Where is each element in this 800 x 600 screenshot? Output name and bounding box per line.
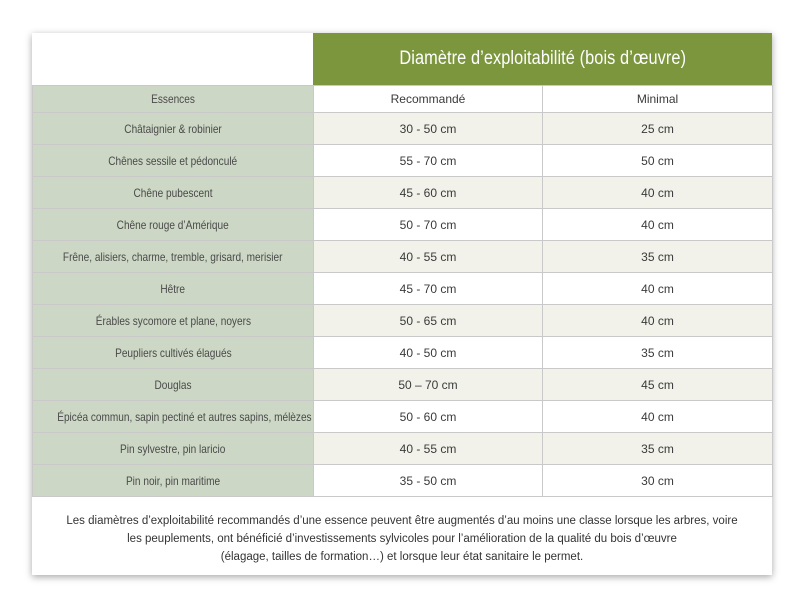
column-header-essences: Essences [33,86,314,113]
recommande-cell: 50 - 65 cm [314,305,543,337]
column-header-recommande: Recommandé [314,86,543,113]
recommande-cell: 45 - 60 cm [314,177,543,209]
column-header-row [33,86,773,113]
minimal-cell: 40 cm [543,177,773,209]
table-row [33,113,773,145]
footnote-line-1: Les diamètres d’exploitabilité recommandés d’une essence peuvent être augmentés d’au moins une classe lorsque les arbres, voire [66,515,738,527]
table-row [33,401,773,433]
essence-cell: Peupliers cultivés élagués [33,337,314,369]
essence-cell: Chêne rouge d’Amérique [33,209,314,241]
minimal-cell: 40 cm [543,273,773,305]
recommande-cell: 55 - 70 cm [314,145,543,177]
diameter-table [32,85,773,497]
table-row [33,433,773,465]
recommande-cell: 40 - 55 cm [314,241,543,273]
essence-cell: Châtaignier & robinier [33,113,314,145]
recommande-cell: 50 – 70 cm [314,369,543,401]
footnote-line-2: les peuplements, ont bénéficié d’investissements sylvicoles pour l’amélioration de la qualité du bois d’œuvre [127,533,677,545]
table-row [33,305,773,337]
header-blank-cell [32,33,313,85]
table-title [313,33,772,85]
recommande-cell: 40 - 55 cm [314,433,543,465]
table-header-row [32,33,772,85]
minimal-cell: 35 cm [543,433,773,465]
essence-cell: Hêtre [33,273,314,305]
footnote [32,504,772,575]
table-row [33,369,773,401]
essence-cell: Épicéa commun, sapin pectiné et autres sapins, mélèzes [33,401,314,433]
minimal-cell: 30 cm [543,465,773,497]
minimal-cell: 35 cm [543,241,773,273]
table-row [33,177,773,209]
minimal-cell: 45 cm [543,369,773,401]
recommande-cell: 30 - 50 cm [314,113,543,145]
table-row [33,273,773,305]
recommande-cell: 50 - 70 cm [314,209,543,241]
footnote-line-3: (élagage, tailles de formation…) et lorsque leur état sanitaire le permet. [220,551,584,563]
essence-cell: Chênes sessile et pédonculé [33,145,314,177]
recommande-cell: 35 - 50 cm [314,465,543,497]
minimal-cell: 40 cm [543,305,773,337]
recommande-cell: 45 - 70 cm [314,273,543,305]
table-row [33,209,773,241]
essence-cell: Frêne, alisiers, charme, tremble, grisard, merisier [33,241,314,273]
diameter-table-card [32,33,772,575]
essence-cell: Chêne pubescent [33,177,314,209]
minimal-cell: 50 cm [543,145,773,177]
minimal-cell: 40 cm [543,209,773,241]
minimal-cell: 40 cm [543,401,773,433]
recommande-cell: 50 - 60 cm [314,401,543,433]
minimal-cell: 25 cm [543,113,773,145]
table-row [33,337,773,369]
essence-cell: Érables sycomore et plane, noyers [33,305,314,337]
table-row [33,465,773,497]
table-row [33,145,773,177]
table-title-text: Diamètre d’exploitabilité (bois d’œuvre) [399,48,686,69]
recommande-cell: 40 - 50 cm [314,337,543,369]
column-header-minimal: Minimal [543,86,773,113]
essence-cell: Pin noir, pin maritime [33,465,314,497]
essence-cell: Douglas [33,369,314,401]
minimal-cell: 35 cm [543,337,773,369]
table-row [33,241,773,273]
essence-cell: Pin sylvestre, pin laricio [33,433,314,465]
